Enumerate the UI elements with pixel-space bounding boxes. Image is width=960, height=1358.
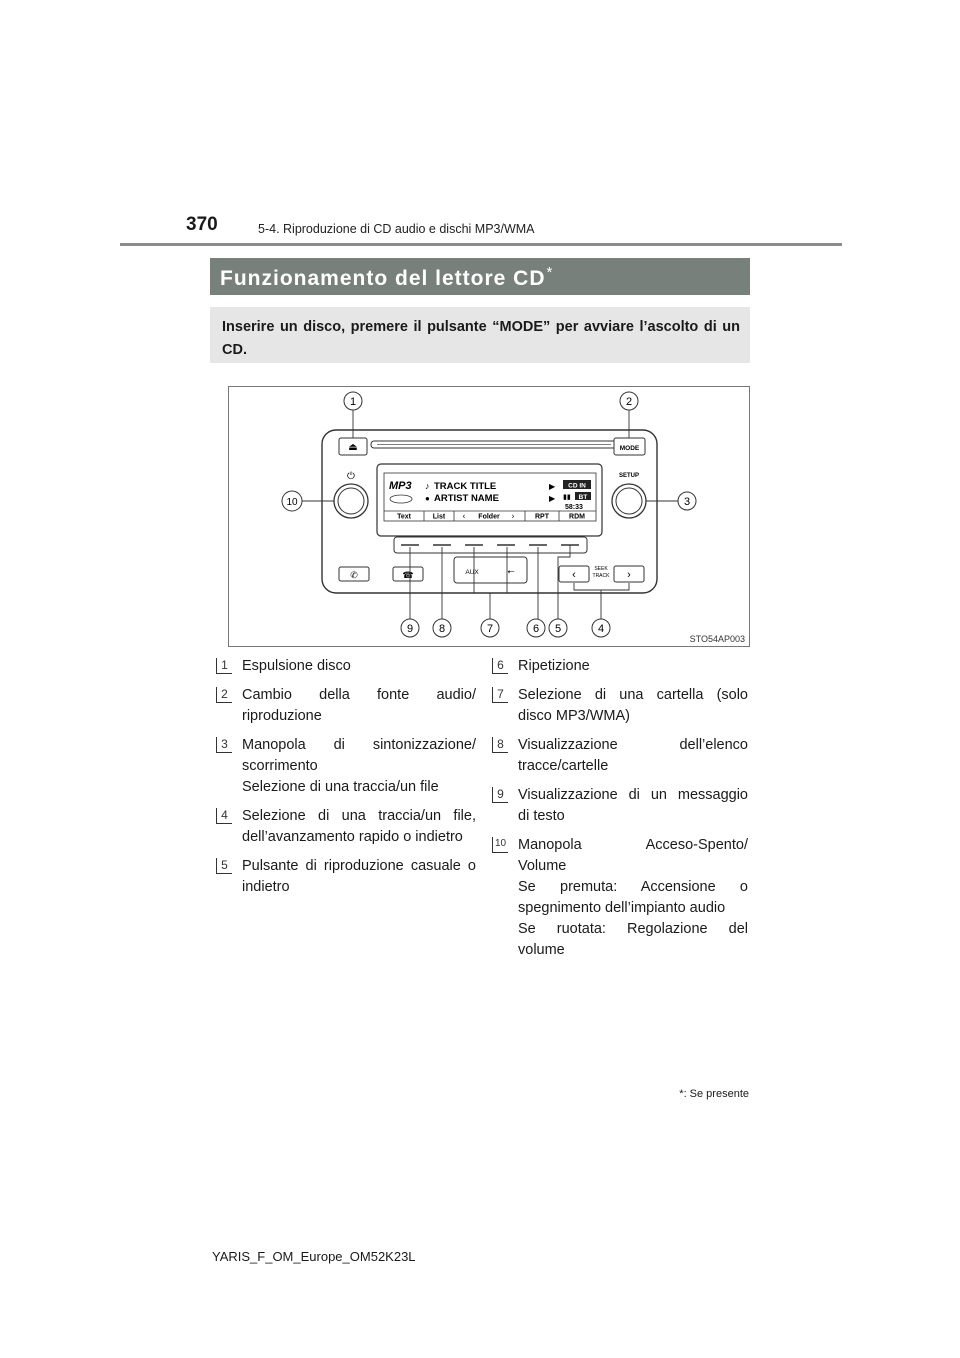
legend-number: 3	[216, 737, 232, 753]
svg-text:58:33: 58:33	[565, 504, 583, 511]
power-icon: ⏻	[347, 471, 355, 482]
callout-3: 3	[683, 496, 691, 508]
phone-hangup-icon: ☎	[402, 570, 414, 580]
legend-item-1: 1 Espulsione disco	[216, 656, 476, 677]
svg-text:RPT: RPT	[535, 513, 549, 521]
running-head: 5-4. Riproduzione di CD audio e dischi MP3/WMA	[258, 222, 535, 236]
footer-code: YARIS_F_OM_Europe_OM52K23L	[212, 1249, 416, 1264]
asterisk-mark: *	[546, 264, 554, 281]
svg-text:ARTIST NAME: ARTIST NAME	[434, 493, 499, 504]
legend-number: 9	[492, 787, 508, 803]
svg-text:AUX: AUX	[465, 569, 479, 576]
play-arrow-icon-2: ▶	[549, 494, 556, 503]
legend-right-column	[492, 656, 748, 969]
legend-item-4: 4 Selezione di una traccia/un file, dell’avanzamento rapido o indietro	[216, 806, 476, 848]
callout-6: 6	[532, 623, 540, 635]
page-number: 370	[186, 214, 218, 235]
legend-number: 2	[216, 687, 232, 703]
svg-text:Text: Text	[397, 513, 411, 521]
disc-icon	[390, 495, 412, 503]
legend-item-7: 7 Selezione di una cartella (solo disco MP3/WMA)	[492, 685, 748, 727]
legend-item-3: 3 Manopola di sintonizzazione/ scorrimento Selezione di una traccia/un file	[216, 735, 476, 798]
header-rule	[120, 243, 842, 246]
legend-item-10: 10 Manopola Acceso-Spento/ Volume Se premuta: Accensione o spegnimento dell’impianto audio Se ruotata: Regolazione del volume	[492, 835, 748, 961]
intro-box: Inserire un disco, premere il pulsante “MODE” per avviare l’ascolto di un CD.	[210, 307, 750, 363]
svg-text:TRACK: TRACK	[592, 573, 610, 579]
footnote: *: Se presente	[679, 1088, 749, 1100]
svg-text:CD IN: CD IN	[568, 482, 586, 490]
legend-number: 1	[216, 658, 232, 674]
callout-9: 9	[406, 623, 414, 635]
asterisk-icon: *	[679, 1088, 684, 1100]
svg-text:SETUP: SETUP	[618, 473, 640, 479]
section-title: Funzionamento del lettore CD	[220, 267, 546, 290]
svg-text:‹: ‹	[462, 511, 466, 521]
legend-number: 10	[492, 837, 508, 853]
callout-4: 4	[597, 623, 605, 635]
legend-left-column	[216, 656, 476, 906]
svg-text:TRACK TITLE: TRACK TITLE	[434, 481, 497, 492]
svg-text:BT: BT	[578, 494, 588, 501]
svg-text:SEEK: SEEK	[594, 566, 608, 572]
legend-item-2: 2 Cambio della fonte audio/ riproduzione	[216, 685, 476, 727]
callout-5: 5	[554, 623, 562, 635]
note-icon: ♪	[425, 481, 430, 491]
figure-code: STO54AP003	[689, 634, 745, 644]
svg-text:Folder: Folder	[478, 513, 500, 521]
eject-icon: ⏏	[348, 442, 358, 453]
callout-7: 7	[486, 623, 494, 635]
audio-panel-figure	[228, 386, 750, 647]
callout-10: 10	[286, 497, 298, 508]
legend-number: 6	[492, 658, 508, 674]
svg-text:MP3: MP3	[389, 480, 412, 492]
legend-item-6: 6 Ripetizione	[492, 656, 748, 677]
section-title-bar	[210, 258, 750, 295]
legend-number: 8	[492, 737, 508, 753]
person-icon: ●	[425, 494, 430, 503]
svg-text:List: List	[432, 513, 446, 521]
legend-item-9: 9 Visualizzazione di un messaggio di testo	[492, 785, 748, 827]
legend-number: 7	[492, 687, 508, 703]
play-arrow-icon: ▶	[549, 482, 556, 491]
usb-icon: ⭠	[507, 566, 515, 576]
svg-text:›: ›	[511, 511, 515, 521]
callout-1: 1	[349, 396, 357, 408]
svg-text:RDM: RDM	[569, 513, 585, 521]
callout-8: 8	[438, 623, 446, 635]
chevron-left-icon: ‹	[572, 569, 576, 581]
svg-text:MODE: MODE	[619, 445, 640, 452]
legend-item-8: 8 Visualizzazione dell’elenco tracce/cartelle	[492, 735, 748, 777]
legend-number: 4	[216, 808, 232, 824]
chevron-right-icon: ›	[627, 569, 631, 581]
legend-item-5: 5 Pulsante di riproduzione casuale o indietro	[216, 856, 476, 898]
phone-pickup-icon: ✆	[350, 570, 358, 580]
callout-2: 2	[625, 396, 633, 408]
signal-icon: ▮▮	[563, 494, 571, 501]
legend-number: 5	[216, 858, 232, 874]
